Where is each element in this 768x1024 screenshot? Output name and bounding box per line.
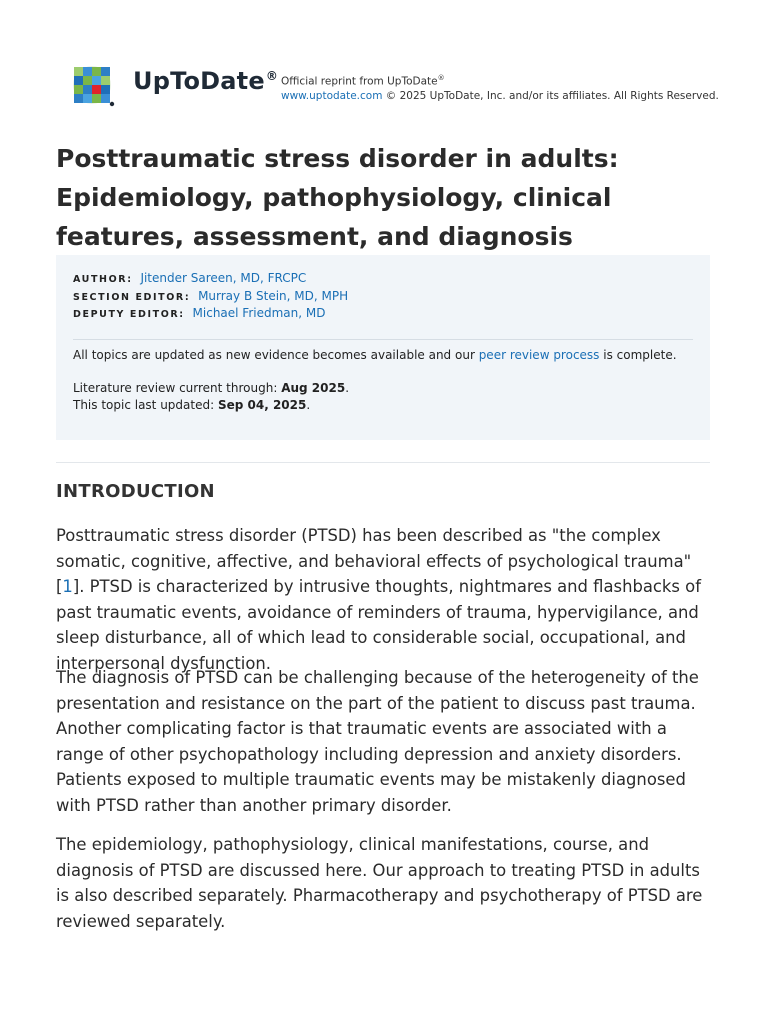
- reference-link-1[interactable]: 1: [62, 577, 73, 596]
- article-title: Posttraumatic stress disorder in adults: Epidemiology, pathophysiology, clinical features, assessment, and diagnosis: [56, 144, 619, 251]
- intro-paragraph-1: Posttraumatic stress disorder (PTSD) has been described as "the complex somatic, cognitive, affective, and behavioral effects of psychological trauma" [1]. PTSD is characterized by intrusive thoughts, nightmares and flashbacks of past traumatic events, avoidance of reminders of trauma, hypervigilance, and sleep disturbance, all of which lead to considerable social, occupational, and interpersonal dysfunction.: [56, 526, 701, 673]
- literature-review-date: Literature review current through: Aug 2025.: [73, 381, 350, 395]
- update-notice: All topics are updated as new evidence becomes available and our peer review process is complete.: [73, 348, 677, 362]
- peer-review-link[interactable]: peer review process: [478, 348, 600, 362]
- section-editor-role-label: SECTION EDITOR:: [73, 292, 191, 303]
- last-updated-date: This topic last updated: Sep 04, 2025.: [73, 398, 311, 412]
- introduction-heading: INTRODUCTION: [56, 481, 215, 502]
- deputy-editor-credit: [73, 305, 325, 323]
- author-credit: [73, 270, 306, 288]
- reprint-line: Official reprint from UpToDate: [281, 75, 438, 88]
- copyright-text: © 2025 UpToDate, Inc. and/or its affiliates. All Rights Reserved.: [382, 89, 719, 102]
- section-editor-link[interactable]: Murray B Stein, MD, MPH: [198, 289, 349, 303]
- author-role-label: AUTHOR:: [73, 274, 133, 285]
- reprint-notice: [281, 71, 719, 103]
- deputy-editor-link[interactable]: Michael Friedman, MD: [192, 306, 326, 320]
- deputy-editor-role-label: DEPUTY EDITOR:: [73, 309, 185, 320]
- topic-info-box: [56, 255, 710, 440]
- intro-paragraph-2: The diagnosis of PTSD can be challenging because of the heterogeneity of the presentation and resistance on the part of the patient to discuss past trauma. Another complicating factor is that traumatic events are associated with a range of other psychopathology including depression and anxiety disorders. Patients exposed to multiple traumatic events may be mistakenly diagnosed with PTSD rather than another primary disorder.: [56, 668, 699, 815]
- uptodate-site-link[interactable]: www.uptodate.com: [281, 89, 383, 102]
- brand-name: UpToDate®: [133, 67, 279, 95]
- registered-mark: ®: [265, 69, 279, 83]
- reprint-registered-mark: ®: [437, 74, 445, 82]
- uptodate-logo-icon: [72, 65, 118, 107]
- review-dates: [73, 380, 349, 414]
- section-divider: [56, 462, 710, 463]
- author-link[interactable]: Jitender Sareen, MD, FRCPC: [140, 271, 307, 285]
- info-box-divider: [73, 339, 693, 340]
- section-editor-credit: [73, 288, 348, 306]
- intro-paragraph-3: The epidemiology, pathophysiology, clinical manifestations, course, and diagnosis of PTSD are discussed here. Our approach to treating PTSD in adults is also described separately. Pharmacotherapy and psychotherapy of PTSD are reviewed separately.: [56, 835, 703, 931]
